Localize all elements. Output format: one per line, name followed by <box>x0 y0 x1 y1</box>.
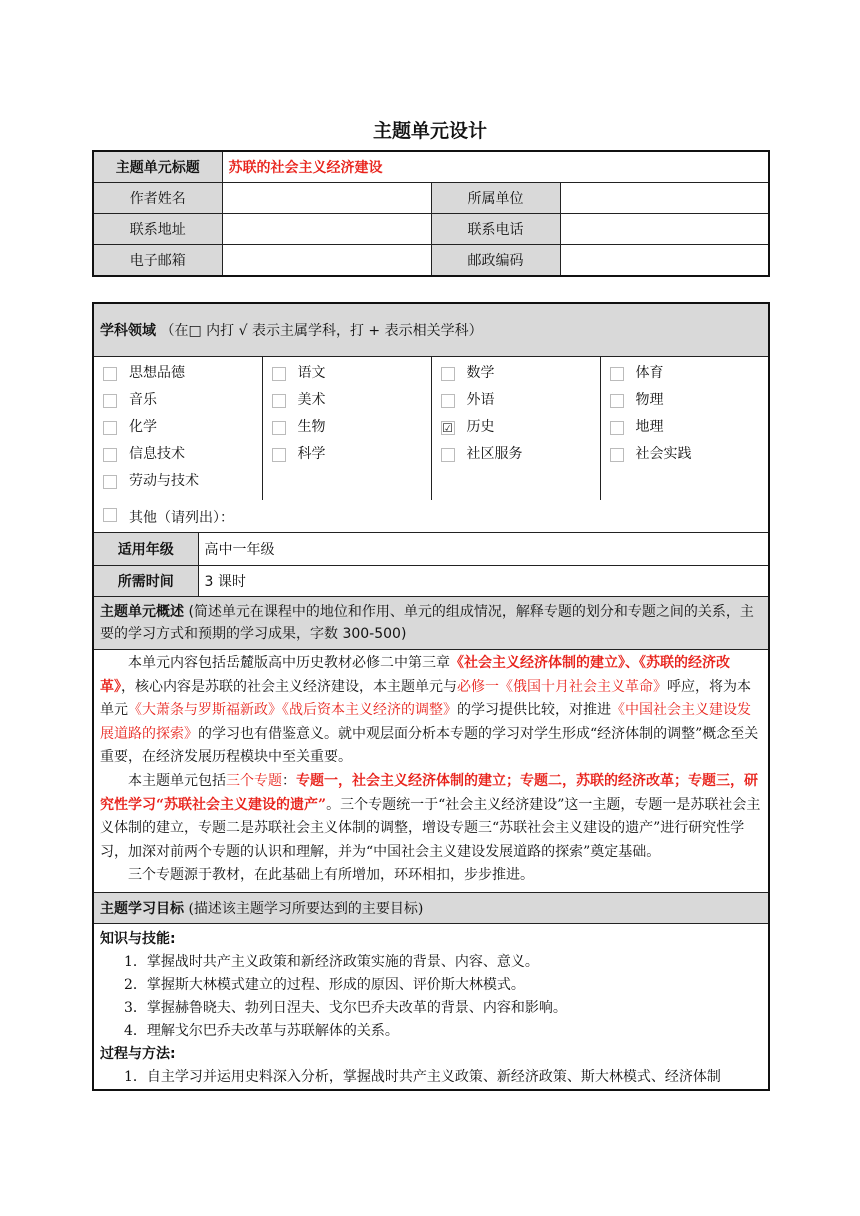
checkbox[interactable] <box>103 448 117 462</box>
subject-item[interactable]: 信息技术 <box>94 446 262 473</box>
subject-item[interactable]: 外语 <box>432 392 600 419</box>
subject-column-1 <box>93 357 262 501</box>
page-title: 主题单元设计 <box>372 120 487 142</box>
subject-item[interactable]: 化学 <box>94 419 262 446</box>
process-label: 过程与方法: <box>100 1045 176 1062</box>
checkbox[interactable] <box>103 394 117 408</box>
checkbox[interactable] <box>272 367 286 381</box>
unit-field[interactable] <box>560 183 769 214</box>
checkbox[interactable] <box>103 367 117 381</box>
overview-paragraph-2: 本主题单元包括三个专题：专题一，社会主义经济体制的建立；专题二，苏联的经济改革；专题三，研究性学习“苏联社会主义建设的遗产”。三个专题统一于“社会主义经济建设”这一主题，专题一是苏联社会主义体制的建立，专题二是苏联社会主义体制的调整，增设专题三“苏联社会主义建设的遗产”进行研究性学习，加深对前两个专题的认识和理解，并为“中国社会主义建设发展道路的探索”奠定基础。 <box>100 772 761 860</box>
goals-note: (描述该主题学习所要达到的主要目标) <box>188 900 424 917</box>
subject-item[interactable]: 社会实践 <box>601 446 769 473</box>
checkbox[interactable] <box>272 448 286 462</box>
subject-item[interactable]: 思想品德 <box>94 365 262 392</box>
author-field[interactable] <box>222 183 431 214</box>
subject-item[interactable]: 科学 <box>263 446 431 473</box>
checkbox-checked[interactable]: ☑ <box>442 421 453 435</box>
checkbox[interactable] <box>103 421 117 435</box>
subject-other[interactable]: 其他（请列出）： <box>93 500 769 533</box>
subject-item[interactable]: 社区服务 <box>432 446 600 473</box>
checkbox[interactable] <box>610 421 624 435</box>
design-table <box>92 302 770 1091</box>
subject-column-3 <box>431 357 600 501</box>
checkbox[interactable] <box>610 394 624 408</box>
subject-item[interactable]: 生物 <box>263 419 431 446</box>
overview-header <box>93 597 769 650</box>
list-item: 4．理解戈尔巴乔夫改革与苏联解体的关系。 <box>124 1022 399 1039</box>
overview-note: (简述单元在课程中的地位和作用、单元的组成情况，解释专题的划分和专题之间的关系，主要的学习方式和预期的学习成果，字数 300-500) <box>100 604 754 642</box>
checkbox[interactable] <box>441 367 455 381</box>
checkbox[interactable] <box>103 475 117 489</box>
goals-body <box>93 923 769 1090</box>
overview-body <box>93 650 769 893</box>
subject-header-label: 学科领域 <box>100 323 156 339</box>
info-table <box>92 150 770 277</box>
unit-title-label: 主题单元标题 <box>93 151 222 183</box>
subject-item[interactable]: 美术 <box>263 392 431 419</box>
checkbox[interactable] <box>272 421 286 435</box>
unit-title-value: 苏联的社会主义经济建设 <box>222 151 769 183</box>
phone-field[interactable] <box>560 214 769 245</box>
grade-label: 适用年级 <box>93 533 198 566</box>
subject-column-4 <box>600 357 769 501</box>
time-label: 所需时间 <box>93 566 198 597</box>
unit-label: 所属单位 <box>431 183 560 214</box>
subject-column-2 <box>262 357 431 501</box>
subject-item[interactable]: 体育 <box>601 365 769 392</box>
overview-paragraph-3: 三个专题源于教材，在此基础上有所增加，环环相扣，步步推进。 <box>128 867 534 884</box>
phone-label: 联系电话 <box>431 214 560 245</box>
subject-item[interactable]: ☑ 历史 <box>442 419 495 435</box>
list-item: 1．自主学习并运用史料深入分析，掌握战时共产主义政策、新经济政策、斯大林模式、经济体制 <box>124 1068 721 1085</box>
address-label: 联系地址 <box>93 214 222 245</box>
postcode-label: 邮政编码 <box>431 245 560 277</box>
list-item: 2．掌握斯大林模式建立的过程、形成的原因、评价斯大林模式。 <box>124 976 525 993</box>
list-item: 1．掌握战时共产主义政策和新经济政策实施的背景、内容、意义。 <box>124 953 539 970</box>
knowledge-label: 知识与技能: <box>100 930 176 947</box>
checkbox[interactable] <box>441 394 455 408</box>
subject-header-note: （在□ 内打 √ 表示主属学科，打 + 表示相关学科） <box>160 323 483 339</box>
subject-item[interactable]: 音乐 <box>94 392 262 419</box>
subject-item[interactable]: 语文 <box>263 365 431 392</box>
author-label: 作者姓名 <box>93 183 222 214</box>
checkbox[interactable] <box>103 508 117 522</box>
checkbox[interactable] <box>272 394 286 408</box>
overview-paragraph-1: 本单元内容包括岳麓版高中历史教材必修二中第三章《社会主义经济体制的建立》、《苏联的经济改革》，核心内容是苏联的社会主义经济建设，本主题单元与必修一《俄国十月社会主义革命》呼应，将为本单元《大萧条与罗斯福新政》《战后资本主义经济的调整》的学习提供比较，对推进《中国社会主义建设发展道路的探索》的学习也有借鉴意义。就中观层面分析本专题的学习对学生形成“经济体制的调整”概念至关重要，在经济发展历程模块中至关重要。 <box>100 655 759 766</box>
subject-item[interactable]: 物理 <box>601 392 769 419</box>
postcode-field[interactable] <box>560 245 769 277</box>
subject-header <box>93 303 769 357</box>
checkbox[interactable] <box>441 448 455 462</box>
subject-item[interactable]: 地理 <box>601 419 769 446</box>
time-value: 3 课时 <box>198 566 769 597</box>
goals-header <box>93 892 769 923</box>
subject-item[interactable]: 数学 <box>432 365 600 392</box>
list-item: 3．掌握赫鲁晓夫、勃列日涅夫、戈尔巴乔夫改革的背景、内容和影响。 <box>124 999 567 1016</box>
goals-label: 主题学习目标 <box>100 900 184 917</box>
email-label: 电子邮箱 <box>93 245 222 277</box>
subject-item[interactable]: 劳动与技术 <box>94 473 262 500</box>
overview-label: 主题单元概述 <box>100 604 184 620</box>
email-field[interactable] <box>222 245 431 277</box>
grade-value: 高中一年级 <box>198 533 769 566</box>
checkbox[interactable] <box>610 448 624 462</box>
address-field[interactable] <box>222 214 431 245</box>
checkbox[interactable] <box>610 367 624 381</box>
